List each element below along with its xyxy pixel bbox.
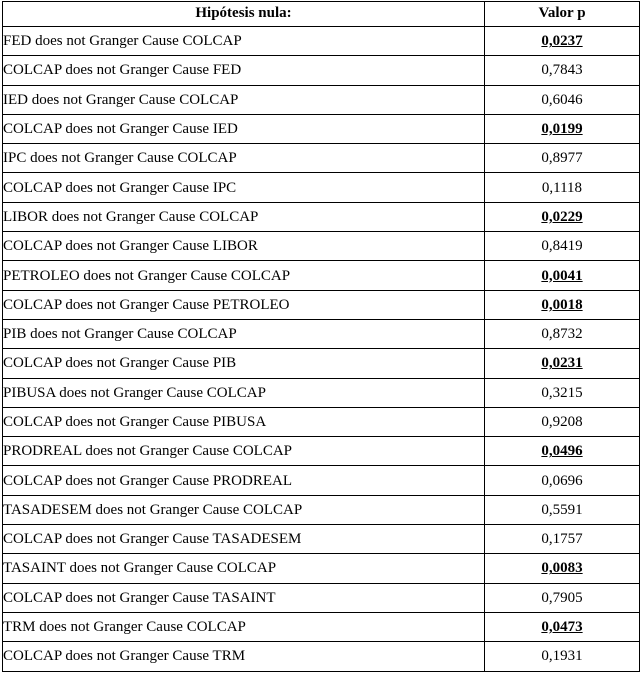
p-value: 0,0041 (541, 267, 583, 284)
p-value: 0,1118 (541, 179, 583, 196)
granger-causality-table (2, 1, 640, 672)
table-row (3, 202, 640, 231)
header-pvalue: Valor p (485, 2, 640, 27)
header-hypothesis: Hipótesis nula: (3, 2, 485, 27)
p-value-cell (485, 114, 640, 143)
table-row (3, 407, 640, 436)
table-row (3, 466, 640, 495)
null-hypothesis-cell: PRODREAL does not Granger Cause COLCAP (3, 437, 485, 466)
table-row (3, 349, 640, 378)
null-hypothesis-cell: TRM does not Granger Cause COLCAP (3, 612, 485, 641)
p-value: 0,6046 (541, 91, 583, 108)
p-value-cell (485, 525, 640, 554)
null-hypothesis-cell: COLCAP does not Granger Cause PETROLEO (3, 290, 485, 319)
p-value-cell (485, 466, 640, 495)
p-value-cell (485, 642, 640, 671)
table-row (3, 319, 640, 348)
p-value: 0,7843 (541, 62, 583, 79)
null-hypothesis-cell: PIB does not Granger Cause COLCAP (3, 319, 485, 348)
table-row (3, 437, 640, 466)
p-value: 0,0199 (541, 121, 583, 138)
null-hypothesis-cell: LIBOR does not Granger Cause COLCAP (3, 202, 485, 231)
table-row (3, 85, 640, 114)
p-value: 0,0018 (541, 296, 583, 313)
p-value-cell (485, 173, 640, 202)
p-value: 0,8419 (541, 238, 583, 255)
null-hypothesis-cell: IPC does not Granger Cause COLCAP (3, 144, 485, 173)
p-value-cell (485, 27, 640, 56)
p-value-cell (485, 612, 640, 641)
p-value-cell (485, 554, 640, 583)
null-hypothesis-cell: COLCAP does not Granger Cause PIB (3, 349, 485, 378)
table-row (3, 232, 640, 261)
p-value: 0,0237 (541, 33, 583, 50)
table-row (3, 612, 640, 641)
null-hypothesis-cell: TASAINT does not Granger Cause COLCAP (3, 554, 485, 583)
p-value: 0,0083 (541, 560, 583, 577)
p-value: 0,8732 (541, 326, 583, 343)
table-row (3, 378, 640, 407)
p-value-cell (485, 144, 640, 173)
table-row (3, 261, 640, 290)
null-hypothesis-cell: COLCAP does not Granger Cause IPC (3, 173, 485, 202)
null-hypothesis-cell: COLCAP does not Granger Cause TASAINT (3, 583, 485, 612)
p-value-cell (485, 437, 640, 466)
p-value-cell (485, 85, 640, 114)
header-row (3, 2, 640, 27)
p-value: 0,9208 (541, 414, 583, 430)
p-value: 0,1931 (541, 648, 583, 665)
p-value-cell (485, 407, 640, 436)
p-value-cell (485, 232, 640, 261)
p-value: 0,0496 (541, 443, 583, 460)
p-value: 0,0473 (541, 619, 583, 636)
table-row (3, 56, 640, 85)
null-hypothesis-cell: COLCAP does not Granger Cause IED (3, 114, 485, 143)
null-hypothesis-cell: COLCAP does not Granger Cause TRM (3, 642, 485, 671)
table-row (3, 173, 640, 202)
table-row (3, 525, 640, 554)
null-hypothesis-cell: PETROLEO does not Granger Cause COLCAP (3, 261, 485, 290)
p-value: 0,3215 (541, 384, 583, 401)
null-hypothesis-cell: COLCAP does not Granger Cause FED (3, 56, 485, 85)
p-value-cell (485, 583, 640, 612)
p-value: 0,0229 (541, 208, 583, 225)
null-hypothesis-cell: IED does not Granger Cause COLCAP (3, 85, 485, 114)
null-hypothesis-cell: COLCAP does not Granger Cause TASADESEM (3, 525, 485, 554)
p-value: 0,7905 (541, 589, 583, 606)
null-hypothesis-cell: PIBUSA does not Granger Cause COLCAP (3, 378, 485, 407)
p-value: 0,1757 (541, 531, 583, 548)
table-row (3, 290, 640, 319)
table-row (3, 144, 640, 173)
table-body (3, 27, 640, 672)
p-value: 0,5591 (541, 501, 583, 518)
p-value-cell (485, 319, 640, 348)
p-value-cell (485, 495, 640, 524)
null-hypothesis-cell: TASADESEM does not Granger Cause COLCAP (3, 495, 485, 524)
table-row (3, 114, 640, 143)
p-value: 0,0696 (541, 472, 583, 489)
p-value: 0,0231 (541, 355, 583, 372)
p-value-cell (485, 378, 640, 407)
p-value: 0,8977 (541, 150, 583, 167)
p-value-cell (485, 349, 640, 378)
null-hypothesis-cell: COLCAP does not Granger Cause PIBUSA (3, 407, 485, 436)
table-row (3, 554, 640, 583)
p-value-cell (485, 202, 640, 231)
table-row (3, 583, 640, 612)
null-hypothesis-cell: FED does not Granger Cause COLCAP (3, 27, 485, 56)
p-value-cell (485, 261, 640, 290)
p-value-cell (485, 56, 640, 85)
table-row (3, 642, 640, 671)
table-row (3, 27, 640, 56)
p-value-cell (485, 290, 640, 319)
null-hypothesis-cell: COLCAP does not Granger Cause PRODREAL (3, 466, 485, 495)
table-row (3, 495, 640, 524)
null-hypothesis-cell: COLCAP does not Granger Cause LIBOR (3, 232, 485, 261)
